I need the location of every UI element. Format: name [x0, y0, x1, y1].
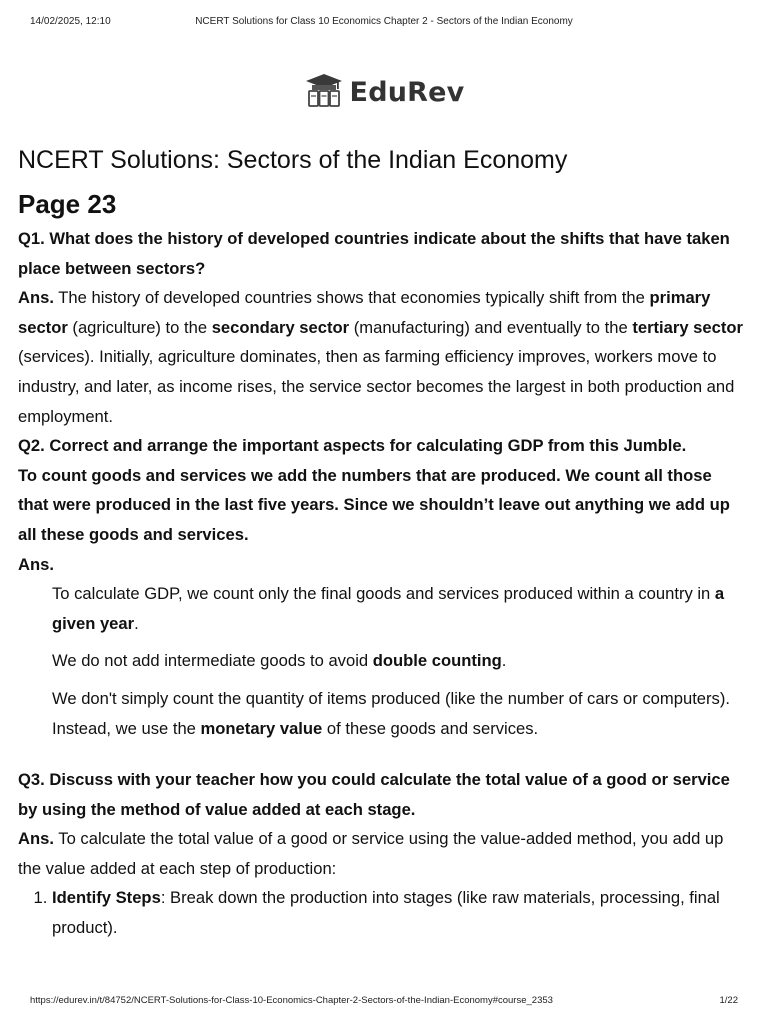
answer-2-points: [18, 579, 746, 743]
question-1: Q1. What does the history of developed countries indicate about the shifts that have taken place between sectors?: [18, 229, 730, 278]
ans-label: Ans.: [18, 288, 54, 308]
question-2-jumble: To count goods and services we add the numbers that are produced. We count all those that were produced in the last five years. Since we shouldn’t leave out anything we add up all these goods and services.: [18, 465, 730, 544]
answer-2-point: We don't simply count the quantity of items produced (like the number of cars or computers). Instead, we use the monetary value of these goods and services.: [52, 688, 730, 738]
answer-3: Ans. To calculate the total value of a good or service using the value-added method, you add up the value added at each step of production:: [18, 829, 724, 878]
answer-2-point: We do not add intermediate goods to avoid double counting.: [52, 651, 507, 671]
edurev-logo[interactable]: [0, 72, 768, 112]
print-page-title: NCERT Solutions for Class 10 Economics Chapter 2 - Sectors of the Indian Economy: [195, 16, 573, 27]
page-heading: Page 23: [18, 189, 117, 219]
answer-2-label: Ans.: [18, 554, 54, 574]
footer-url: https://edurev.in/t/84752/NCERT-Solutions-for-Class-10-Economics-Chapter-2-Sectors-of-the-Indian-Economy#course_2353: [30, 995, 553, 1006]
document-title: NCERT Solutions: Sectors of the Indian Economy: [18, 146, 568, 174]
list-item: 1. Identify Steps: Break down the production into stages (like raw materials, processing, final product).: [52, 883, 746, 942]
value-added-steps-list: [18, 883, 746, 942]
question-2: Q2. Correct and arrange the important aspects for calculating GDP from this Jumble.: [18, 436, 687, 456]
answer-1: Ans. The history of developed countries shows that economies typically shift from the primary sector (agriculture) to the secondary sector (manufacturing) and eventually to the tertiary sector (services). Initially, agriculture dominates, then as farming efficiency improves, workers move to industry, and later, as income rises, the service sector becomes the largest in both production and employment.: [18, 288, 743, 426]
logo-text: EduRev: [349, 76, 465, 108]
page-number: 1/22: [719, 995, 738, 1006]
question-3: Q3. Discuss with your teacher how you could calculate the total value of a good or service by using the method of value added at each stage.: [18, 770, 730, 819]
document-body: [18, 142, 746, 943]
graduation-cap-books-icon: [304, 72, 344, 112]
print-date: 14/02/2025, 12:10: [30, 16, 111, 27]
answer-2-point: To calculate GDP, we count only the final goods and services produced within a country in a given year.: [52, 584, 725, 633]
